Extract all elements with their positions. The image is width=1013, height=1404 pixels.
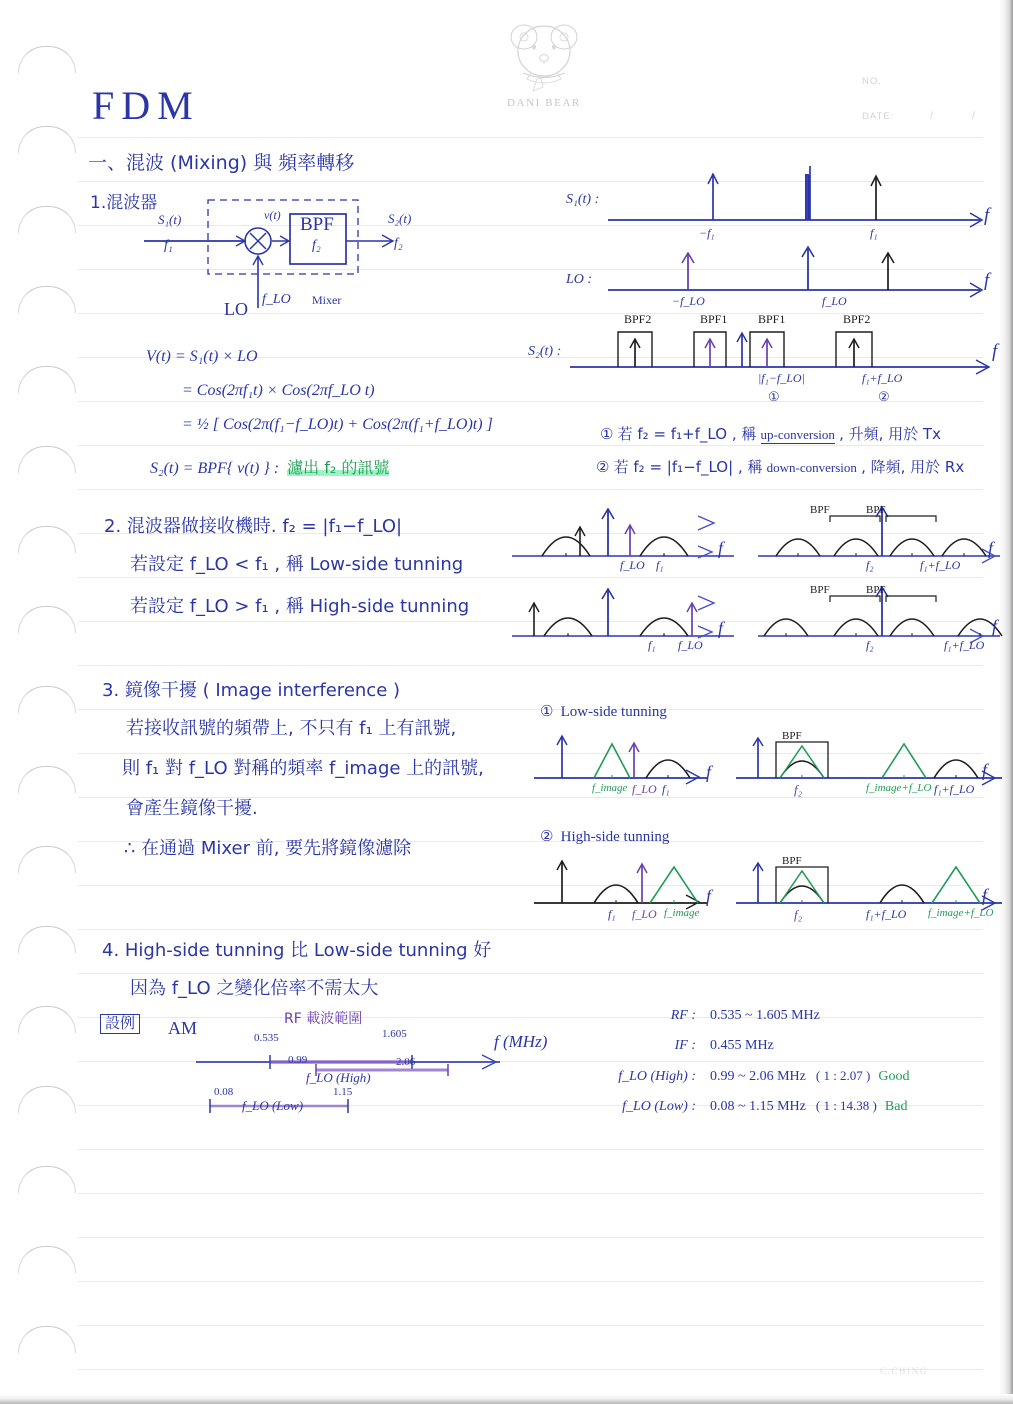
table-row-2-verdict: Good xyxy=(878,1069,910,1084)
example-system: AM xyxy=(168,1018,198,1038)
spectrum-lo-label: LO : xyxy=(566,272,593,287)
example-lo-high-tick-1: 2.06 xyxy=(396,1056,416,1068)
case-2-left-tick-1: f_LO xyxy=(632,907,657,921)
example-band-title: RF 載波範圍 xyxy=(284,1011,363,1027)
bd-lo-freq: f_LO xyxy=(262,292,291,307)
spectrum-s2-filter-3: BPF2 xyxy=(843,312,871,326)
s2-row1-filter-1: BPF xyxy=(866,504,886,516)
case-2-filter: BPF xyxy=(782,855,802,867)
conversion-note-2-num: ② xyxy=(596,459,610,476)
section-3-line-3: 會產生鏡像干擾. xyxy=(126,798,258,819)
case-1-title xyxy=(540,702,667,721)
s2-row1-filter-0: BPF xyxy=(810,504,830,516)
case-2-axis-right: f xyxy=(982,885,988,905)
s2-row1-axis-right: f xyxy=(988,538,994,558)
s2-diagram-row-2 xyxy=(512,580,1012,653)
table-row xyxy=(596,1008,996,1038)
s2-row2-filter-1: BPF xyxy=(866,584,886,596)
section-3-line-4: ∴ 在通過 Mixer 前, 要先將鏡像濾除 xyxy=(124,838,412,859)
equation-3: = ½ [ Cos(2π(f₁−f_LO)t) + Cos(2π(f₁+f_LO)t) ] xyxy=(182,416,493,433)
table-row-1-label: IF : xyxy=(674,1038,696,1053)
table-row-0-label: RF : xyxy=(670,1008,696,1023)
bd-input-freq: f₁ xyxy=(164,238,173,253)
example-table xyxy=(596,1008,996,1128)
spectrum-s1-axis: f xyxy=(984,205,990,226)
table-row-3-label: f_LO (Low) : xyxy=(622,1099,696,1114)
section-2-line-0: 2. 混波器做接收機時. f₂ = |f₁−f_LO| xyxy=(104,516,403,537)
spectrum-s2-filter-1: BPF1 xyxy=(700,312,728,326)
bd-lo-label: LO xyxy=(224,299,248,319)
spectrum-lo xyxy=(608,240,1008,311)
conversion-note-1 xyxy=(600,423,941,444)
example-axis-tick-0: 0.535 xyxy=(254,1032,279,1044)
s2-row2-tick-3: f₁+f_LO xyxy=(944,638,985,652)
section-3-line-0: 3. 鏡像干擾 ( Image interference ) xyxy=(102,680,401,701)
case-2-axis-left: f xyxy=(706,886,712,906)
section-3-line-1: 若接收訊號的頻帶上, 不只有 f₁ 上有訊號, xyxy=(126,718,457,739)
case-2-left-tick-0: f₁ xyxy=(608,907,616,921)
case-2-right-tick-1: f₁+f_LO xyxy=(866,907,907,921)
conversion-note-2-text-b: , 降頻, 用於 Rx xyxy=(861,458,965,476)
equation-4-lhs: S₂(t) = BPF{ v(t) } : xyxy=(150,460,280,477)
table-row-3-ratio: ( 1 : 14.38 ) xyxy=(815,1098,877,1113)
example-lo-low-tick-0: 0.08 xyxy=(214,1086,234,1098)
spectrum-lo-tick-1: f_LO xyxy=(822,294,847,308)
section-2-line-1: 若設定 f_LO < f₁ , 稱 Low-side tunning xyxy=(130,554,464,575)
s2-row2-tick-2: f₂ xyxy=(866,638,874,652)
example-axis-label: f (MHz) xyxy=(494,1032,548,1051)
spectrum-lo-tick-0: −f_LO xyxy=(672,294,705,308)
table-row xyxy=(596,1098,996,1128)
example-lo-high-label: f_LO (High) xyxy=(306,1070,371,1085)
spectrum-s1-tick-1: f₁ xyxy=(870,226,878,240)
s2-row1-tick-1: f₁ xyxy=(656,558,664,572)
table-row xyxy=(596,1038,996,1068)
case-1-right-tick-2: f₁+f_LO xyxy=(934,782,975,796)
conversion-note-2 xyxy=(596,456,964,477)
s2-row1-tick-0: f_LO xyxy=(620,558,645,572)
table-row-2-value: 0.99 ~ 2.06 MHz xyxy=(710,1069,806,1084)
spectrum-s2-mark-0: ① xyxy=(768,389,780,404)
case-1-axis-left: f xyxy=(706,762,712,782)
bd-input-label: S₁(t) xyxy=(158,212,182,227)
s2-row2-axis-right: f xyxy=(992,616,998,636)
spectrum-s2-tick-1: f₁+f_LO xyxy=(862,371,903,385)
field-date: DATE: xyxy=(862,111,895,122)
brand-logo xyxy=(484,18,604,109)
section-1-subheading: 1.混波器 xyxy=(90,193,158,213)
case-1-left-tick-0: f_image xyxy=(592,782,628,794)
equation-1: V(t) = S₁(t) × LO xyxy=(146,348,258,365)
table-row xyxy=(596,1068,996,1098)
case-1-title-text: Low-side tunning xyxy=(560,704,667,720)
case-2-num: ② xyxy=(540,828,554,845)
case-2-title-text: High-side tunning xyxy=(560,829,670,845)
spectrum-s2-label: S₂(t) : xyxy=(528,344,562,359)
example-lo-high-tick-0: 0.99 xyxy=(288,1054,308,1066)
case-2-right-tick-0: f₂ xyxy=(794,907,803,922)
brand-name: DANI BEAR xyxy=(507,97,581,109)
page-title-text: FDM xyxy=(92,83,200,128)
case-1-right-tick-0: f₂ xyxy=(794,782,803,797)
s2-row2-filter-0: BPF xyxy=(810,584,830,596)
bd-output-label: S₂(t) xyxy=(388,211,412,226)
spectrum-s2-filter-0: BPF2 xyxy=(624,312,652,326)
equation-4-note: 濾出 f₂ 的訊號 xyxy=(287,458,390,477)
bd-filter-label: BPF xyxy=(300,214,334,235)
conversion-note-1-text-b: , 升頻, 用於 Tx xyxy=(839,425,941,443)
bd-group-label: Mixer xyxy=(312,293,342,307)
case-1-filter: BPF xyxy=(782,730,802,742)
case-1-right-tick-1: f_image+f_LO xyxy=(866,782,932,794)
spectrum-s2-mark-1: ② xyxy=(878,389,890,404)
example-lo-low-label: f_LO (Low) xyxy=(242,1098,304,1113)
s2-row2-tick-1: f_LO xyxy=(678,638,703,652)
spectrum-s2-tick-0: |f₁−f_LO| xyxy=(758,371,805,385)
section-4-line-1: 因為 f_LO 之變化倍率不需太大 xyxy=(130,978,379,999)
section-4-line-0: 4. High-side tunning 比 Low-side tunning 好 xyxy=(102,940,492,961)
page-signature: C.CHING xyxy=(880,1366,928,1376)
section-1-heading: 一、混波 (Mixing) 與 頻率轉移 xyxy=(88,152,355,174)
bear-icon xyxy=(501,18,587,96)
table-row-3-verdict: Bad xyxy=(884,1099,908,1114)
case-1-num: ① xyxy=(540,703,554,720)
s2-row1-tick-3: f₁+f_LO xyxy=(920,558,961,572)
s2-row1-axis-left: f xyxy=(718,538,724,558)
paper-edge-bottom xyxy=(0,1394,1013,1404)
section-2-line-2: 若設定 f_LO > f₁ , 稱 High-side tunning xyxy=(130,596,470,617)
case-1-left-tick-1: f_LO xyxy=(632,782,657,796)
case-2-right-tick-2: f_image+f_LO xyxy=(928,907,994,919)
example-axis-tick-1: 1.605 xyxy=(382,1028,407,1040)
case-1-left-tick-2: f₁ xyxy=(662,782,670,796)
section-3-line-2: 則 f₁ 對 f_LO 對稱的頻率 f_image 上的訊號, xyxy=(122,758,484,779)
conversion-note-2-text-a: 若 f₂ = |f₁−f_LO| , 稱 xyxy=(613,458,763,476)
table-row-1-value: 0.455 MHz xyxy=(710,1038,774,1053)
conversion-note-2-en: down-conversion xyxy=(766,460,857,475)
bd-output-freq: f₂ xyxy=(394,236,403,251)
table-row-2-ratio: ( 1 : 2.07 ) xyxy=(815,1068,871,1083)
s2-row2-axis-left: f xyxy=(718,618,724,638)
case-1-axis-right: f xyxy=(982,760,988,780)
s2-row2-tick-0: f₁ xyxy=(648,638,656,652)
spectrum-s1-tick-0: −f₁ xyxy=(699,226,715,240)
table-row-2-label: f_LO (High) : xyxy=(618,1069,696,1084)
s2-row1-tick-2: f₂ xyxy=(866,558,874,572)
case-2-title xyxy=(540,827,669,846)
conversion-note-1-text-a: 若 f₂ = f₁+f_LO , 稱 xyxy=(617,425,757,443)
conversion-note-1-en: up-conversion xyxy=(760,427,835,442)
case-2-left-tick-2: f_image xyxy=(664,907,700,919)
example-badge[interactable]: 設例 xyxy=(100,1014,140,1034)
bd-filter-freq: f₂ xyxy=(312,238,321,253)
field-no: NO. xyxy=(862,76,882,87)
spectrum-lo-axis: f xyxy=(984,270,990,291)
equation-2: = Cos(2πf₁t) × Cos(2πf_LO t) xyxy=(182,382,375,399)
date-slash-1: / xyxy=(930,110,934,122)
conversion-note-1-num: ① xyxy=(600,426,614,443)
equation-4 xyxy=(150,455,389,478)
spectrum-s2-axis: f xyxy=(992,341,998,362)
table-row-0-value: 0.535 ~ 1.605 MHz xyxy=(710,1008,820,1023)
spectrum-s1 xyxy=(608,172,1008,239)
spectrum-s1-label: S₁(t) : xyxy=(566,192,600,207)
example-lo-low-tick-1: 1.15 xyxy=(333,1086,353,1098)
table-row-3-value: 0.08 ~ 1.15 MHz xyxy=(710,1099,806,1114)
date-slash-2: / xyxy=(972,110,976,122)
bd-mixer-out-label: v(t) xyxy=(264,208,281,222)
spectrum-s2-filter-2: BPF1 xyxy=(758,312,786,326)
